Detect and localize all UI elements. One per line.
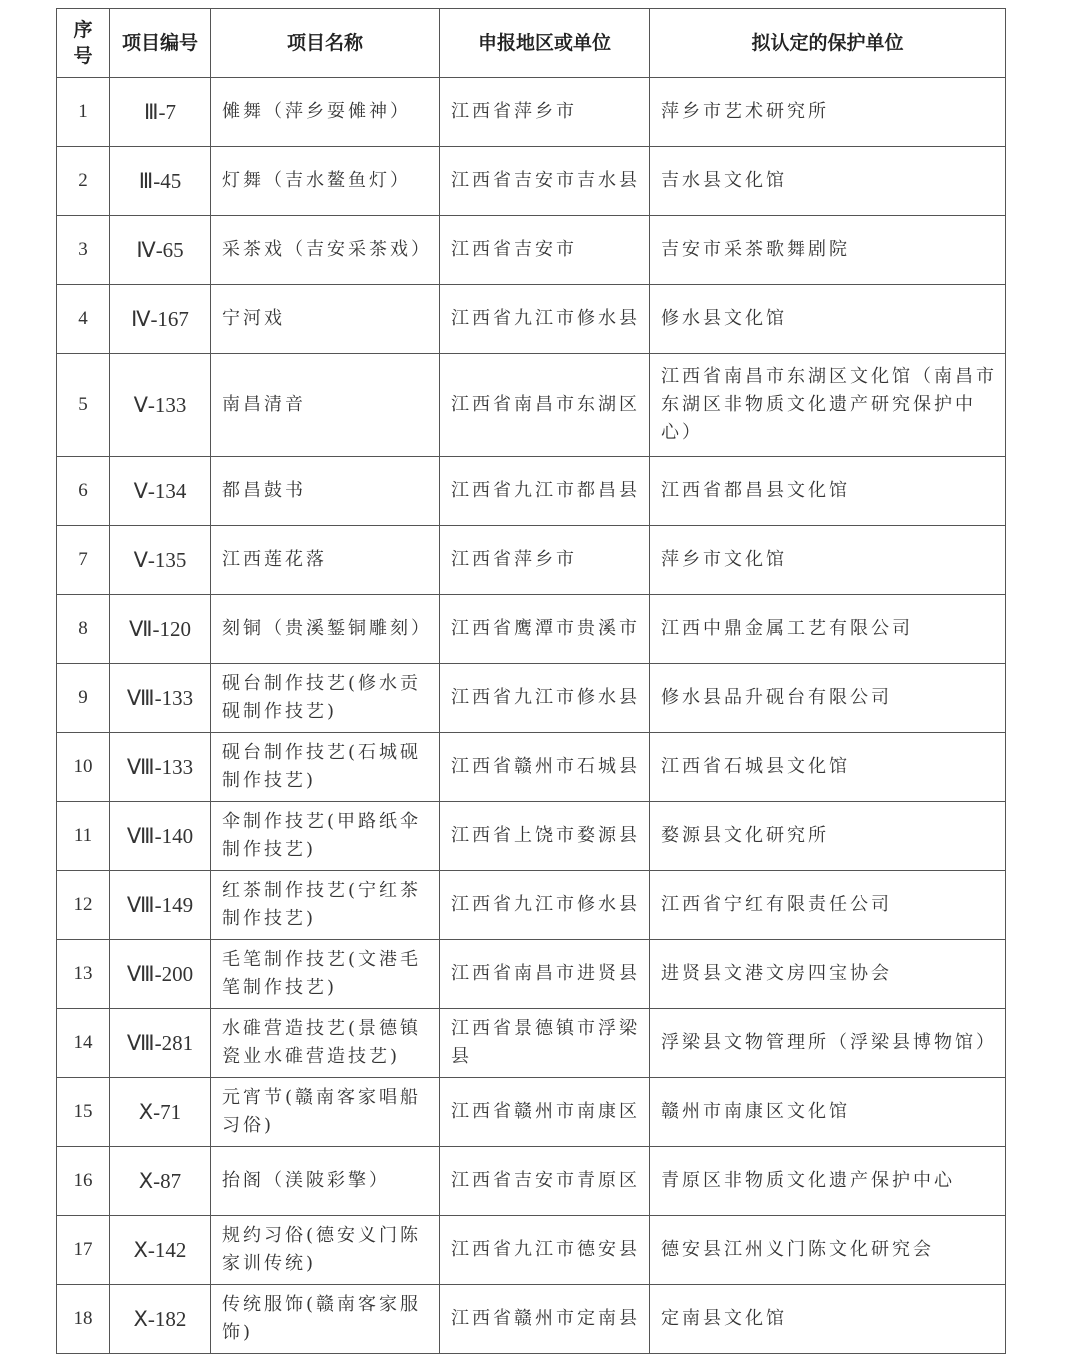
cell-seq: 16 <box>57 1147 110 1216</box>
table-row <box>57 595 1006 664</box>
cell-code: Ⅹ-182 <box>110 1285 211 1354</box>
cell-seq: 10 <box>57 733 110 802</box>
cell-unit: 江西省都昌县文化馆 <box>650 457 1006 526</box>
cell-name: 砚台制作技艺(石城砚制作技艺) <box>211 733 440 802</box>
cell-seq: 5 <box>57 354 110 457</box>
header-code: 项目编号 <box>110 9 211 78</box>
cell-code: Ⅹ-142 <box>110 1216 211 1285</box>
cell-seq: 17 <box>57 1216 110 1285</box>
header-name: 项目名称 <box>211 9 440 78</box>
cell-region: 江西省九江市修水县 <box>440 285 650 354</box>
cell-unit: 江西省宁红有限责任公司 <box>650 871 1006 940</box>
cell-name: 元宵节(赣南客家唱船习俗) <box>211 1078 440 1147</box>
table-row <box>57 147 1006 216</box>
cell-code: Ⅷ-133 <box>110 733 211 802</box>
cell-code: Ⅳ-167 <box>110 285 211 354</box>
cell-seq: 9 <box>57 664 110 733</box>
cell-seq: 2 <box>57 147 110 216</box>
cell-seq: 14 <box>57 1009 110 1078</box>
table-row <box>57 216 1006 285</box>
table-row <box>57 457 1006 526</box>
table-row <box>57 354 1006 457</box>
cell-code: Ⅶ-120 <box>110 595 211 664</box>
cell-seq: 13 <box>57 940 110 1009</box>
table-body <box>57 78 1006 1354</box>
cell-region: 江西省赣州市南康区 <box>440 1078 650 1147</box>
cell-unit: 修水县文化馆 <box>650 285 1006 354</box>
cell-name: 伞制作技艺(甲路纸伞制作技艺) <box>211 802 440 871</box>
cell-unit: 萍乡市文化馆 <box>650 526 1006 595</box>
cell-code: Ⅷ-200 <box>110 940 211 1009</box>
table-row <box>57 802 1006 871</box>
cell-name: 傩舞（萍乡耍傩神） <box>211 78 440 147</box>
cell-name: 南昌清音 <box>211 354 440 457</box>
cell-code: Ⅹ-87 <box>110 1147 211 1216</box>
table-row <box>57 1285 1006 1354</box>
cell-unit: 德安县江州义门陈文化研究会 <box>650 1216 1006 1285</box>
table-row <box>57 664 1006 733</box>
cell-name: 江西莲花落 <box>211 526 440 595</box>
cell-name: 传统服饰(赣南客家服饰) <box>211 1285 440 1354</box>
cell-seq: 6 <box>57 457 110 526</box>
cell-seq: 18 <box>57 1285 110 1354</box>
cell-unit: 江西省南昌市东湖区文化馆（南昌市东湖区非物质文化遗产研究保护中心） <box>650 354 1006 457</box>
cell-region: 江西省南昌市东湖区 <box>440 354 650 457</box>
cell-code: Ⅴ-134 <box>110 457 211 526</box>
table-row <box>57 1216 1006 1285</box>
cell-seq: 7 <box>57 526 110 595</box>
table-row <box>57 733 1006 802</box>
cell-name: 采茶戏（吉安采茶戏） <box>211 216 440 285</box>
cell-code: Ⅷ-133 <box>110 664 211 733</box>
cell-unit: 吉水县文化馆 <box>650 147 1006 216</box>
cell-seq: 3 <box>57 216 110 285</box>
table-row <box>57 871 1006 940</box>
cell-region: 江西省赣州市定南县 <box>440 1285 650 1354</box>
cell-unit: 浮梁县文物管理所（浮梁县博物馆） <box>650 1009 1006 1078</box>
cell-name: 灯舞（吉水鳌鱼灯） <box>211 147 440 216</box>
cell-name: 宁河戏 <box>211 285 440 354</box>
cell-seq: 8 <box>57 595 110 664</box>
cell-seq: 15 <box>57 1078 110 1147</box>
cell-region: 江西省吉安市吉水县 <box>440 147 650 216</box>
cell-region: 江西省吉安市 <box>440 216 650 285</box>
cell-name: 刻铜（贵溪錾铜雕刻） <box>211 595 440 664</box>
cell-name: 抬阁（渼陂彩擎） <box>211 1147 440 1216</box>
document-page <box>56 8 1005 1354</box>
cell-code: Ⅹ-71 <box>110 1078 211 1147</box>
cell-name: 毛笔制作技艺(文港毛笔制作技艺) <box>211 940 440 1009</box>
table-row <box>57 940 1006 1009</box>
table-row <box>57 1078 1006 1147</box>
cell-code: Ⅷ-281 <box>110 1009 211 1078</box>
cell-unit: 修水县品升砚台有限公司 <box>650 664 1006 733</box>
cell-region: 江西省南昌市进贤县 <box>440 940 650 1009</box>
cell-region: 江西省萍乡市 <box>440 78 650 147</box>
cell-code: Ⅲ-45 <box>110 147 211 216</box>
cell-seq: 12 <box>57 871 110 940</box>
cell-code: Ⅳ-65 <box>110 216 211 285</box>
cell-unit: 萍乡市艺术研究所 <box>650 78 1006 147</box>
cell-region: 江西省赣州市石城县 <box>440 733 650 802</box>
table-row <box>57 526 1006 595</box>
header-seq: 序号 <box>57 9 110 78</box>
cell-name: 水碓营造技艺(景德镇瓷业水碓营造技艺) <box>211 1009 440 1078</box>
cell-name: 规约习俗(德安义门陈家训传统) <box>211 1216 440 1285</box>
table-row <box>57 285 1006 354</box>
cell-name: 砚台制作技艺(修水贡砚制作技艺) <box>211 664 440 733</box>
header-row <box>57 9 1006 78</box>
cell-code: Ⅴ-133 <box>110 354 211 457</box>
cell-name: 都昌鼓书 <box>211 457 440 526</box>
cell-unit: 进贤县文港文房四宝协会 <box>650 940 1006 1009</box>
heritage-project-table <box>56 8 1006 1354</box>
cell-region: 江西省九江市修水县 <box>440 871 650 940</box>
cell-seq: 11 <box>57 802 110 871</box>
table-header <box>57 9 1006 78</box>
cell-region: 江西省九江市德安县 <box>440 1216 650 1285</box>
cell-unit: 吉安市采茶歌舞剧院 <box>650 216 1006 285</box>
cell-region: 江西省九江市都昌县 <box>440 457 650 526</box>
cell-code: Ⅴ-135 <box>110 526 211 595</box>
cell-seq: 1 <box>57 78 110 147</box>
cell-region: 江西省萍乡市 <box>440 526 650 595</box>
table-row <box>57 78 1006 147</box>
cell-unit: 江西省石城县文化馆 <box>650 733 1006 802</box>
table-row <box>57 1009 1006 1078</box>
cell-region: 江西省上饶市婺源县 <box>440 802 650 871</box>
cell-unit: 婺源县文化研究所 <box>650 802 1006 871</box>
cell-region: 江西省鹰潭市贵溪市 <box>440 595 650 664</box>
cell-name: 红茶制作技艺(宁红茶制作技艺) <box>211 871 440 940</box>
cell-unit: 青原区非物质文化遗产保护中心 <box>650 1147 1006 1216</box>
header-region: 申报地区或单位 <box>440 9 650 78</box>
cell-unit: 江西中鼎金属工艺有限公司 <box>650 595 1006 664</box>
table-row <box>57 1147 1006 1216</box>
cell-region: 江西省九江市修水县 <box>440 664 650 733</box>
cell-region: 江西省吉安市青原区 <box>440 1147 650 1216</box>
cell-unit: 定南县文化馆 <box>650 1285 1006 1354</box>
cell-region: 江西省景德镇市浮梁县 <box>440 1009 650 1078</box>
cell-code: Ⅷ-140 <box>110 802 211 871</box>
cell-code: Ⅷ-149 <box>110 871 211 940</box>
cell-code: Ⅲ-7 <box>110 78 211 147</box>
cell-seq: 4 <box>57 285 110 354</box>
header-unit: 拟认定的保护单位 <box>650 9 1006 78</box>
cell-unit: 赣州市南康区文化馆 <box>650 1078 1006 1147</box>
